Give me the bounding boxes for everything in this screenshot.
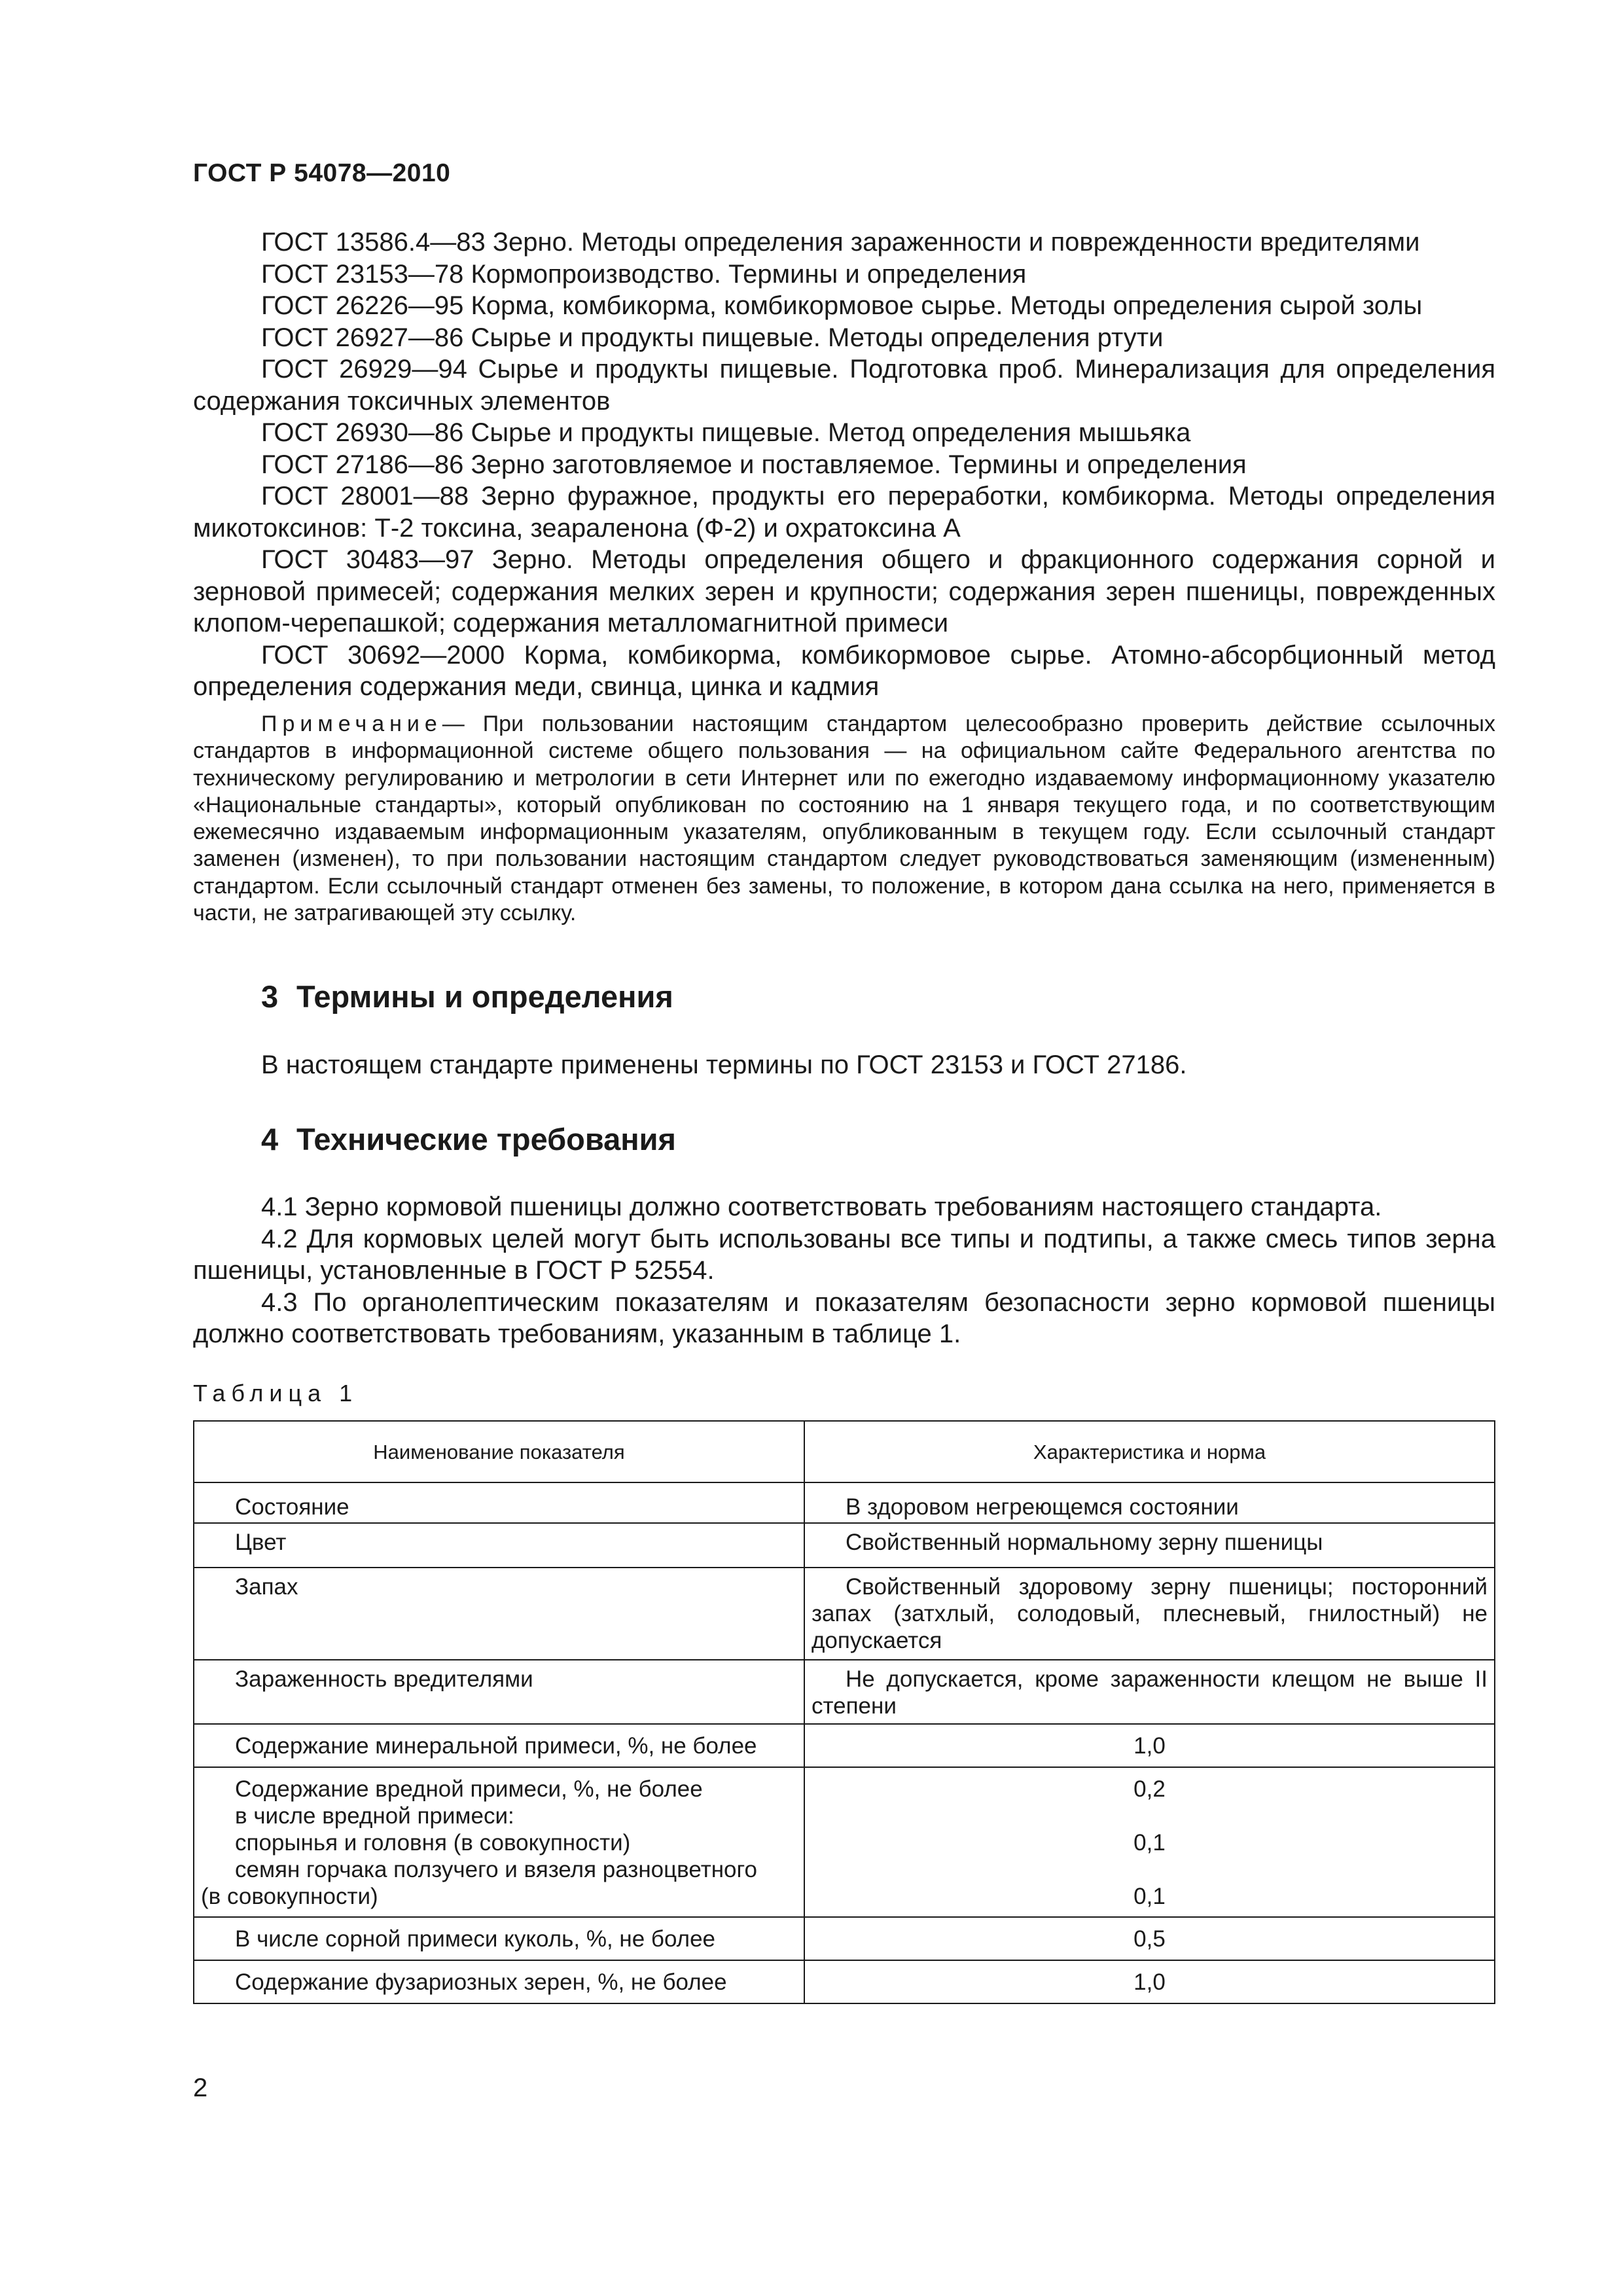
value-line: 0,1 xyxy=(1133,1830,1166,1856)
table-header-row xyxy=(194,1421,1495,1482)
clause-4-2: 4.2 Для кормовых целей могут быть использованы все типы и подтипы, а также смесь типов зерна пшеницы, установленные в ГОСТ Р 52554. xyxy=(193,1224,1495,1285)
name-line: (в совокупности) xyxy=(201,1884,378,1909)
indicator-value: В здоровом негреющемся состоянии xyxy=(804,1482,1495,1523)
table-row xyxy=(194,1660,1495,1724)
normative-references xyxy=(193,226,1495,703)
indicator-value: Свойственный здоровому зерну пшеницы; посторонний запах (затхлый, солодовый, плесневый, гнилостный) не допускается xyxy=(804,1568,1495,1660)
name-line: Содержание вредной примеси, %, не более xyxy=(235,1776,703,1802)
table-row xyxy=(194,1767,1495,1917)
table-row xyxy=(194,1482,1495,1523)
section-4-body xyxy=(193,1191,1495,1350)
indicator-name: Зараженность вредителями xyxy=(194,1660,804,1724)
value-line: 0,1 xyxy=(1133,1884,1166,1909)
reference-item: ГОСТ 13586.4—83 Зерно. Методы определения зараженности и поврежденности вредителями xyxy=(261,228,1420,257)
section-number: 3 xyxy=(261,979,279,1014)
note-paragraph xyxy=(193,711,1495,927)
reference-item: ГОСТ 30483—97 Зерно. Методы определения общего и фракционного содержания сорной и зерновой примесей; содержания мелких зерен и крупности; содержания зерен пшеницы, поврежденных клопом-черепашкой; содержания металломагнитной примеси xyxy=(193,545,1495,637)
section-title: Термины и определения xyxy=(296,979,673,1014)
table-row xyxy=(194,1523,1495,1568)
value-line: 0,2 xyxy=(1133,1776,1166,1802)
section-title: Технические требования xyxy=(296,1122,676,1157)
indicator-name: Запах xyxy=(194,1568,804,1660)
indicator-value: 0,5 xyxy=(804,1917,1495,1960)
indicator-name: В числе сорной примеси куколь, %, не более xyxy=(194,1917,804,1960)
indicator-value: Свойственный нормальному зерну пшеницы xyxy=(804,1523,1495,1568)
clause-4-3: 4.3 По органолептическим показателям и показателям безопасности зерно кормовой пшеницы должно соответствовать требованиям, указанным в таблице 1. xyxy=(193,1287,1495,1348)
column-header: Характеристика и норма xyxy=(804,1421,1495,1482)
indicator-value: Не допускается, кроме зараженности клещом не выше II степени xyxy=(804,1660,1495,1724)
indicator-value: 1,0 xyxy=(804,1960,1495,2003)
name-line: в числе вредной примеси: xyxy=(235,1803,514,1829)
indicator-name: Цвет xyxy=(194,1523,804,1568)
table-row xyxy=(194,1568,1495,1660)
note-text: — При пользовании настоящим стандартом целесообразно проверить действие ссылочных стандартов в информационной системе общего пользования — на официальном сайте Федерального агентства по техническому регулированию и метрологии в сети Интернет или по ежегодно издаваемому информационному указателю «Национальные стандарты», который опубликован по состоянию на 1 января текущего года, и по соответствующим ежемесячно издаваемым информационным указателям, опубликованным в текущем году. Если ссылочный стандарт заменен (изменен), то при пользовании настоящим стандартом следует руководствоваться заменяющим (измененным) стандартом. Если ссылочный стандарт отменен без замены, то положение, в котором дана ссылка на него, применяется в части, не затрагивающей эту ссылку. xyxy=(193,711,1495,926)
table-row xyxy=(194,1960,1495,2003)
reference-item: ГОСТ 30692—2000 Корма, комбикорма, комбикормовое сырье. Атомно-абсорбционный метод определения содержания меди, свинца, цинка и кадмия xyxy=(193,640,1495,701)
name-line: семян горчака ползучего и вязеля разноцветного xyxy=(235,1857,757,1882)
indicator-name xyxy=(194,1767,804,1917)
requirements-table xyxy=(193,1420,1495,2004)
section-4-heading xyxy=(261,1121,676,1157)
section-3-heading xyxy=(261,978,673,1014)
table-row xyxy=(194,1724,1495,1767)
indicator-name: Содержание минеральной примеси, %, не более xyxy=(194,1724,804,1767)
reference-item: ГОСТ 26226—95 Корма, комбикорма, комбикормовое сырье. Методы определения сырой золы xyxy=(261,291,1423,320)
reference-item: ГОСТ 23153—78 Кормопроизводство. Термины и определения xyxy=(261,259,1027,289)
clause-4-1: 4.1 Зерно кормовой пшеницы должно соответствовать требованиям настоящего стандарта. xyxy=(261,1193,1382,1221)
section-number: 4 xyxy=(261,1122,279,1157)
name-line: спорынья и головня (в совокупности) xyxy=(235,1830,631,1856)
reference-item: ГОСТ 26929—94 Сырье и продукты пищевые. Подготовка проб. Минерализация для определения содержания токсичных элементов xyxy=(193,355,1495,416)
table-row xyxy=(194,1917,1495,1960)
document-header: ГОСТ Р 54078—2010 xyxy=(193,159,451,187)
section-3-text: В настоящем стандарте применены термины по ГОСТ 23153 и ГОСТ 27186. xyxy=(261,1050,1187,1079)
indicator-value: 1,0 xyxy=(804,1724,1495,1767)
reference-item: ГОСТ 27186—86 Зерно заготовляемое и поставляемое. Термины и определения xyxy=(261,450,1247,479)
table-caption: Таблица 1 xyxy=(193,1380,359,1407)
column-header: Наименование показателя xyxy=(194,1421,804,1482)
reference-item: ГОСТ 26930—86 Сырье и продукты пищевые. Метод определения мышьяка xyxy=(261,418,1191,447)
note-label: Примечание xyxy=(261,711,442,736)
document-page xyxy=(193,0,1495,2296)
reference-item: ГОСТ 28001—88 Зерно фуражное, продукты его переработки, комбикорма. Методы определения микотоксинов: Т-2 токсина, зеараленона (Ф-2) и охратоксина А xyxy=(193,482,1495,543)
reference-item: ГОСТ 26927—86 Сырье и продукты пищевые. Методы определения ртути xyxy=(261,323,1164,352)
indicator-value xyxy=(804,1767,1495,1917)
indicator-name: Содержание фузариозных зерен, %, не более xyxy=(194,1960,804,2003)
page-number: 2 xyxy=(193,2073,208,2102)
indicator-name: Состояние xyxy=(194,1482,804,1523)
